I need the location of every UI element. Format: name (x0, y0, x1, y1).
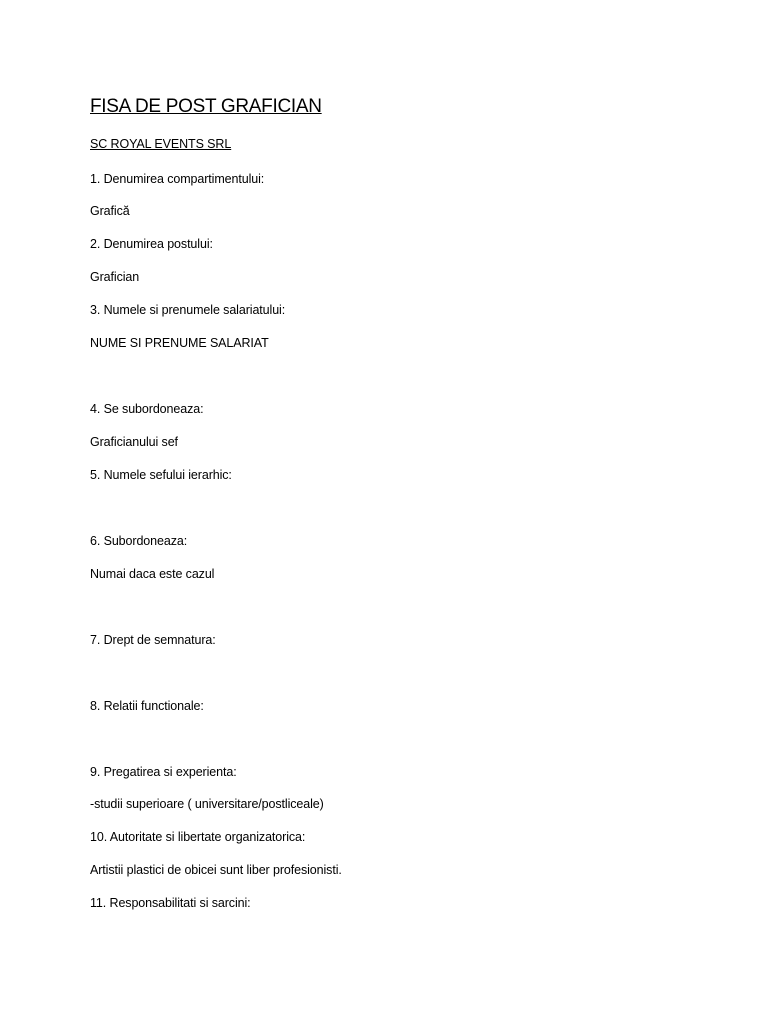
section-1-value: Grafică (90, 204, 130, 218)
section-9-heading: 9. Pregatirea si experienta: (90, 765, 237, 779)
section-2-value: Grafician (90, 270, 140, 284)
section-11-heading: 11. Responsabilitati si sarcini: (90, 896, 251, 910)
section-4-heading: 4. Se subordoneaza: (90, 402, 204, 416)
section-7-heading: 7. Drept de semnatura: (90, 633, 216, 647)
section-1-heading: 1. Denumirea compartimentului: (90, 172, 265, 186)
section-2-heading: 2. Denumirea postului: (90, 237, 213, 251)
section-3-heading: 3. Numele si prenumele salariatului: (90, 303, 286, 317)
section-4-value: Graficianului sef (90, 435, 178, 449)
section-3-value: NUME SI PRENUME SALARIAT (90, 336, 269, 350)
section-10-heading: 10. Autoritate si libertate organizatorica: (90, 830, 306, 844)
section-6-heading: 6. Subordoneaza: (90, 534, 188, 548)
document-title: FISA DE POST GRAFICIAN (90, 96, 322, 117)
section-8-heading: 8. Relatii functionale: (90, 699, 204, 713)
section-5-heading: 5. Numele sefului ierarhic: (90, 468, 232, 482)
company-name: SC ROYAL EVENTS SRL (90, 137, 232, 151)
section-9-value: -studii superioare ( universitare/postliceale) (90, 797, 324, 811)
section-10-value: Artistii plastici de obicei sunt liber profesionisti. (90, 863, 342, 877)
section-6-value: Numai daca este cazul (90, 567, 215, 581)
